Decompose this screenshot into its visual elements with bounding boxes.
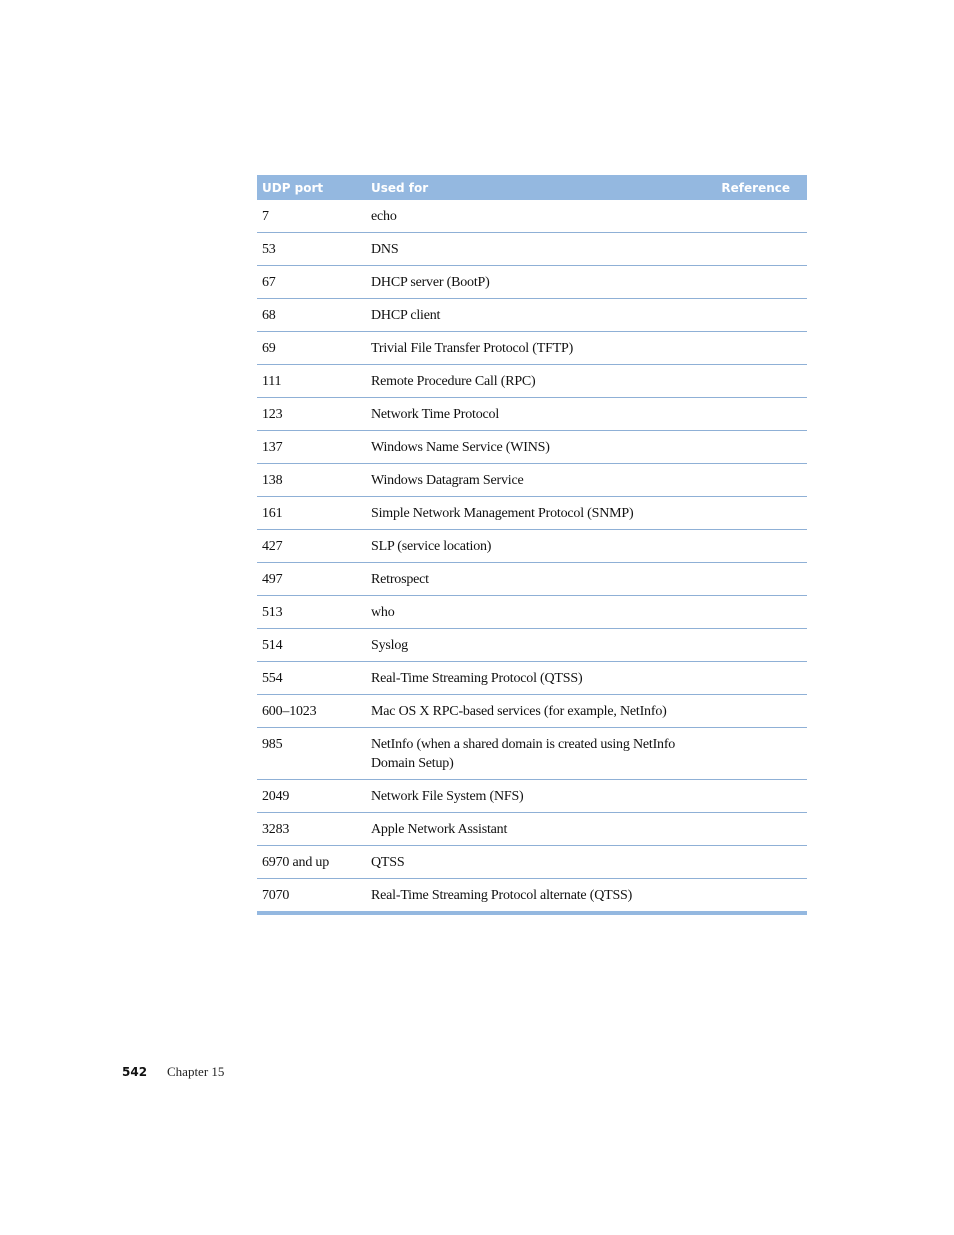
cell-udp-port: 3283: [257, 813, 366, 846]
cell-udp-port: 427: [257, 530, 366, 563]
table-row: [257, 563, 807, 596]
cell-used-for: Trivial File Transfer Protocol (TFTP): [366, 332, 682, 365]
cell-reference: [682, 780, 807, 813]
cell-udp-port: 985: [257, 728, 366, 780]
cell-reference: [682, 846, 807, 879]
cell-reference: [682, 497, 807, 530]
cell-reference: [682, 299, 807, 332]
table-row: [257, 813, 807, 846]
cell-udp-port: 111: [257, 365, 366, 398]
cell-udp-port: 513: [257, 596, 366, 629]
table-row: [257, 398, 807, 431]
cell-udp-port: 138: [257, 464, 366, 497]
page-number: 542: [122, 1065, 148, 1079]
cell-used-for: Windows Datagram Service: [366, 464, 682, 497]
cell-udp-port: 554: [257, 662, 366, 695]
table-row: [257, 662, 807, 695]
table-row: [257, 530, 807, 563]
cell-used-for: Simple Network Management Protocol (SNMP): [366, 497, 682, 530]
table-row: [257, 266, 807, 299]
cell-reference: [682, 266, 807, 299]
table-row: [257, 200, 807, 233]
cell-udp-port: 7070: [257, 879, 366, 914]
cell-udp-port: 2049: [257, 780, 366, 813]
table-row: [257, 365, 807, 398]
chapter-label: Chapter 15: [167, 1064, 225, 1079]
cell-udp-port: 161: [257, 497, 366, 530]
cell-reference: [682, 596, 807, 629]
cell-udp-port: 53: [257, 233, 366, 266]
cell-udp-port: 68: [257, 299, 366, 332]
cell-used-for: Retrospect: [366, 563, 682, 596]
cell-used-for: Mac OS X RPC-based services (for example, NetInfo): [366, 695, 682, 728]
cell-udp-port: 123: [257, 398, 366, 431]
cell-reference: [682, 464, 807, 497]
cell-used-for: Real-Time Streaming Protocol (QTSS): [366, 662, 682, 695]
cell-used-for: SLP (service location): [366, 530, 682, 563]
cell-reference: [682, 431, 807, 464]
cell-udp-port: 137: [257, 431, 366, 464]
cell-used-for: DHCP server (BootP): [366, 266, 682, 299]
cell-used-for: Remote Procedure Call (RPC): [366, 365, 682, 398]
cell-reference: [682, 629, 807, 662]
cell-reference: [682, 813, 807, 846]
cell-used-for: echo: [366, 200, 682, 233]
page-footer: [122, 1063, 224, 1081]
table-row: [257, 846, 807, 879]
cell-reference: [682, 728, 807, 780]
table-row: [257, 596, 807, 629]
table-row: [257, 431, 807, 464]
table-row: [257, 497, 807, 530]
cell-used-for: DHCP client: [366, 299, 682, 332]
cell-udp-port: 7: [257, 200, 366, 233]
cell-used-for: Real-Time Streaming Protocol alternate (QTSS): [366, 879, 682, 914]
cell-used-for: NetInfo (when a shared domain is created using NetInfo Domain Setup): [366, 728, 682, 780]
cell-used-for: QTSS: [366, 846, 682, 879]
table-row: [257, 780, 807, 813]
cell-udp-port: 6970 and up: [257, 846, 366, 879]
cell-used-for: Network Time Protocol: [366, 398, 682, 431]
cell-reference: [682, 398, 807, 431]
cell-udp-port: 497: [257, 563, 366, 596]
cell-used-for: DNS: [366, 233, 682, 266]
table-row: [257, 695, 807, 728]
table-row: [257, 233, 807, 266]
cell-used-for: who: [366, 596, 682, 629]
cell-udp-port: 69: [257, 332, 366, 365]
header-used-for: Used for: [366, 175, 682, 200]
cell-udp-port: 514: [257, 629, 366, 662]
table-row: [257, 629, 807, 662]
table-row: [257, 332, 807, 365]
cell-udp-port: 67: [257, 266, 366, 299]
table-row: [257, 464, 807, 497]
cell-reference: [682, 365, 807, 398]
cell-used-for: Apple Network Assistant: [366, 813, 682, 846]
cell-used-for: Network File System (NFS): [366, 780, 682, 813]
header-udp-port: UDP port: [257, 175, 366, 200]
cell-reference: [682, 233, 807, 266]
table-header: [257, 175, 807, 200]
header-reference: Reference: [682, 175, 807, 200]
cell-reference: [682, 563, 807, 596]
table-row: [257, 299, 807, 332]
header-row: [257, 175, 807, 200]
cell-udp-port: 600–1023: [257, 695, 366, 728]
cell-reference: [682, 200, 807, 233]
cell-reference: [682, 879, 807, 914]
cell-reference: [682, 332, 807, 365]
udp-ports-table: [257, 175, 807, 915]
cell-reference: [682, 530, 807, 563]
table-body: [257, 200, 807, 913]
cell-reference: [682, 695, 807, 728]
table-row: [257, 879, 807, 914]
cell-used-for: Windows Name Service (WINS): [366, 431, 682, 464]
table-row: [257, 728, 807, 780]
cell-used-for: Syslog: [366, 629, 682, 662]
cell-reference: [682, 662, 807, 695]
